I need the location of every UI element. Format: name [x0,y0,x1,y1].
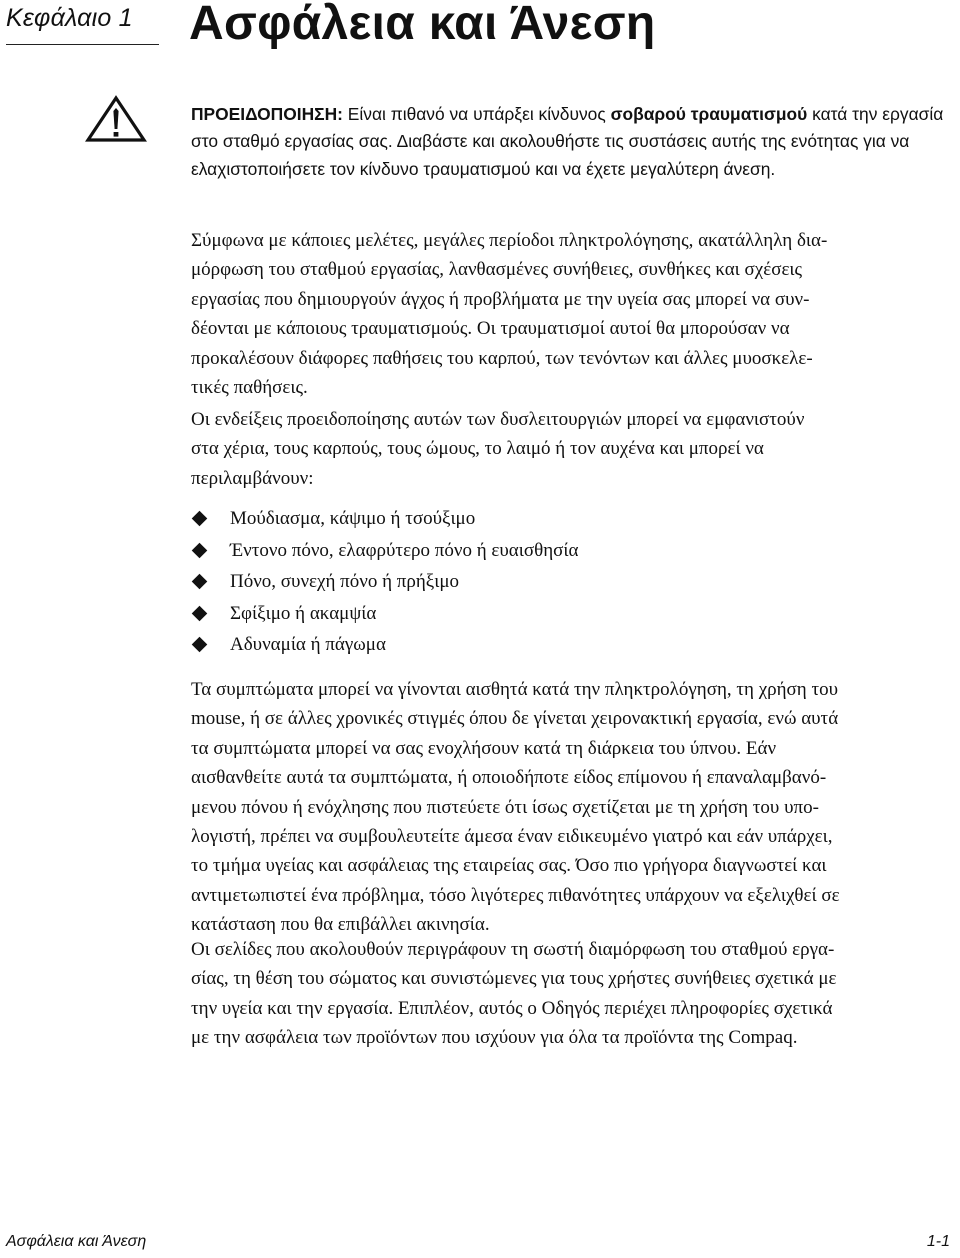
chapter-rule [6,44,159,45]
list-item-text: Μούδιασμα, κάψιμο ή τσούξιμο [230,508,476,529]
diamond-bullet-icon [192,605,208,621]
paragraph-line: mouse, ή σε άλλες χρονικές στιγμές όπου δε γίνεται χειρονακτική εργασία, ενώ αυτά [191,708,839,730]
paragraph-line: στα χέρια, τους καρπούς, τους ώμους, το λαιμό ή τον αυχένα και μπορεί να [191,438,764,460]
warning-notice [191,101,951,183]
diamond-bullet-icon [192,574,208,590]
list-item-text: Αδυναμία ή πάγωμα [230,634,386,655]
list-item-text: Πόνο, συνεχή πόνο ή πρήξιμο [230,571,460,592]
paragraph-studies [191,226,951,402]
paragraph-line: σίας, τη θέση του σώματος και συνιστώμενες για τους χρήστες συνήθειες σχετικά με [191,968,837,990]
paragraph-warning-signs [191,405,951,493]
diamond-bullet-icon [192,542,208,558]
chapter-title: Ασφάλεια και Άνεση [189,0,656,50]
diamond-bullet-icon [192,637,208,653]
list-item [191,566,578,598]
warning-triangle-icon [85,95,147,143]
paragraph-line: Τα συμπτώματα μπορεί να γίνονται αισθητά κατά την πληκτρολόγηση, τη χρήση του [191,679,839,700]
warning-emphasis: σοβαρού τραυματισμού [610,104,808,124]
diamond-bullet-icon [192,511,208,527]
list-item [191,629,578,661]
paragraph-line: προκαλέσουν διάφορες παθήσεις του καρπού, των τενόντων και άλλες μυοσκελε- [191,347,813,369]
paragraph-guide-overview [191,935,951,1053]
paragraph-line: Σύμφωνα με κάποιες μελέτες, μεγάλες περίοδοι πληκτρολόγησης, ακατάλληλη δια- [191,230,828,251]
footer-section-title: Ασφάλεια και Άνεση [6,1233,147,1250]
page-number: 1-1 [926,1233,950,1250]
paragraph-line: αντιμετωπιστεί ένα πρόβλημα, τόσο λιγότερες πιθανότητες υπάρχουν να εξελιχθεί σε [191,884,840,906]
chapter-label: Κεφάλαιο 1 [6,4,133,32]
warning-label: ΠΡΟΕΙΔΟΠΟΙΗΣΗ: [191,104,343,124]
list-item-text: Έντονο πόνο, ελαφρύτερο πόνο ή ευαισθησία [230,539,579,561]
paragraph-line: το τμήμα υγείας και ασφάλειας της εταιρείας σας. Όσο πιο γρήγορα διαγνωστεί και [191,855,827,877]
paragraph-line: την υγεία και την εργασία. Επιπλέον, αυτός ο Οδηγός περιέχει πληροφορίες σχετικά [191,997,833,1019]
list-item [191,503,578,535]
paragraph-line: με την ασφάλεια των προϊόντων που ισχύουν για όλα τα προϊόντα της Compaq. [191,1027,798,1049]
warning-text-before: Είναι πιθανό να υπάρξει κίνδυνος [347,104,606,124]
paragraph-symptoms-advice [191,675,951,940]
list-item [191,535,578,567]
list-item [191,598,578,630]
paragraph-line: μενου πόνου ή ενόχλησης που πιστεύετε ότι ίσως σχετίζεται με τη χρήση του υπο- [191,796,819,818]
symptom-list [191,503,578,661]
paragraph-line: τα συμπτώματα μπορεί να σας ενοχλήσουν κατά τη διάρκεια του ύπνου. Εάν [191,737,777,759]
paragraph-line: περιλαμβάνουν: [191,467,314,489]
list-item-text: Σφίξιμο ή ακαμψία [230,602,377,624]
paragraph-line: δέονται με κάποιους τραυματισμούς. Οι τραυματισμοί αυτοί θα μπορούσαν να [191,318,790,340]
warning-text-after: κατά την εργασία στο σταθμό εργασίας σας. Διαβάστε και ακολουθήστε τις συστάσεις αυτής της ενότητας για να ελαχιστοποιήσετε τον κίνδυνο τραυματισμού και να έχετε μεγαλύτερη άνεση. [191,104,944,179]
paragraph-line: λογιστή, πρέπει να συμβουλευτείτε άμεσα έναν ειδικευμένο γιατρό και εάν υπάρχει, [191,826,833,848]
paragraph-line: μόρφωση του σταθμού εργασίας, λανθασμένες συνήθειες, συνθήκες και σχέσεις [191,259,803,281]
paragraph-line: εργασίας που δημιουργούν άγχος ή προβλήματα με την υγεία σας μπορεί να συν- [191,288,810,310]
paragraph-line: Οι ενδείξεις προειδοποίησης αυτών των δυσλειτουργιών μπορεί να εμφανιστούν [191,409,805,430]
paragraph-line: τικές παθήσεις. [191,377,308,399]
paragraph-line: αισθανθείτε αυτά τα συμπτώματα, ή οποιοδήποτε είδος επίμονου ή επαναλαμβανό- [191,767,827,789]
paragraph-line: κατάσταση που θα επιβάλλει ακινησία. [191,914,490,936]
paragraph-line: Οι σελίδες που ακολουθούν περιγράφουν τη σωστή διαμόρφωση του σταθμού εργα- [191,939,835,960]
